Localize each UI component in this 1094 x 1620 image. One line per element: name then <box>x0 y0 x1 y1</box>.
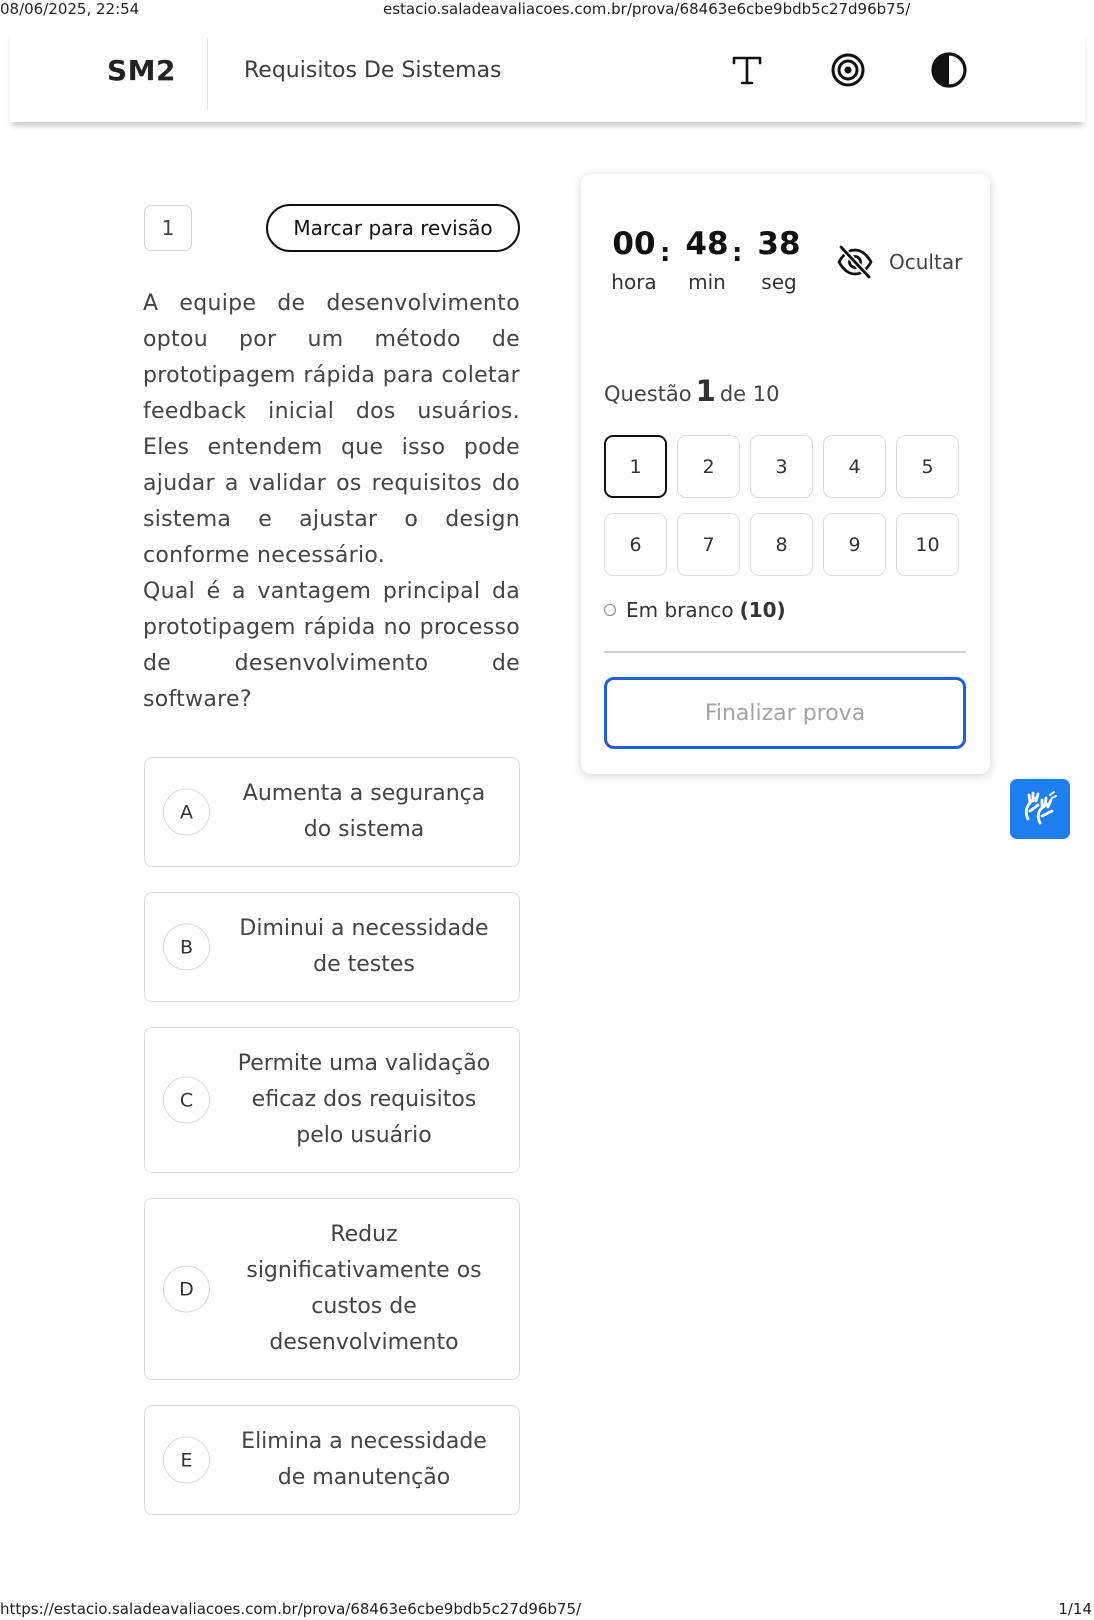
timer-separator: : <box>660 238 671 268</box>
question-nav-button[interactable]: 5 <box>896 435 959 498</box>
timer-seconds-value: 38 <box>757 226 801 262</box>
timer-minutes-label: min <box>688 270 726 294</box>
option-letter: A <box>163 789 210 836</box>
question-nav-button[interactable]: 3 <box>750 435 813 498</box>
timer-seconds <box>749 224 809 294</box>
option-c[interactable] <box>144 1027 520 1173</box>
print-footer <box>0 1600 1094 1620</box>
question-nav-button[interactable]: 10 <box>896 513 959 576</box>
progress-suffix: de 10 <box>719 382 780 406</box>
question-nav-button[interactable]: 9 <box>823 513 886 576</box>
blank-legend-count: (10) <box>739 598 786 622</box>
hide-timer-label: Ocultar <box>889 250 963 274</box>
option-letter: B <box>163 924 210 971</box>
panel-divider <box>604 651 966 653</box>
print-datetime: 08/06/2025, 22:54 <box>0 0 140 18</box>
timer-separator: : <box>732 238 743 268</box>
contrast-icon[interactable] <box>929 50 969 90</box>
question-nav-button[interactable]: 6 <box>604 513 667 576</box>
question-nav-button[interactable]: 8 <box>750 513 813 576</box>
question-statement <box>143 286 520 718</box>
print-page-number: 1/14 <box>1058 1600 1092 1618</box>
blank-legend-label: Em branco <box>626 598 734 622</box>
question-progress <box>604 374 780 408</box>
sign-language-icon[interactable] <box>1010 779 1070 839</box>
blank-legend <box>604 598 786 622</box>
timer-hours <box>604 224 664 294</box>
header-divider <box>207 38 208 110</box>
option-text: Reduz significativamente os custos de desenvolvimento <box>246 1222 482 1355</box>
option-letter: C <box>163 1077 210 1124</box>
option-text: Permite uma validação eficaz dos requisitos pelo usuário <box>237 1051 491 1148</box>
timer-seconds-label: seg <box>761 270 797 294</box>
question-nav-button[interactable]: 1 <box>604 435 667 498</box>
timer-hours-label: hora <box>611 270 657 294</box>
question-nav-button[interactable]: 2 <box>677 435 740 498</box>
question-number-badge: 1 <box>144 205 192 251</box>
print-url: estacio.saladeavaliacoes.com.br/prova/68463e6cbe9bdb5c27d96b75/ <box>383 0 911 18</box>
target-icon[interactable] <box>828 50 868 90</box>
option-letter: E <box>163 1437 210 1484</box>
timer-minutes <box>677 224 737 294</box>
mark-for-review-button[interactable]: Marcar para revisão <box>266 204 520 252</box>
hide-timer-button[interactable] <box>835 241 962 283</box>
font-size-icon[interactable] <box>727 50 767 90</box>
course-title: Requisitos De Sistemas <box>244 58 502 83</box>
timer-minutes-value: 48 <box>685 226 729 262</box>
blank-dot-icon <box>604 604 616 616</box>
print-footer-url: https://estacio.saladeavaliacoes.com.br/prova/68463e6cbe9bdb5c27d96b75/ <box>0 1600 582 1618</box>
progress-prefix: Questão <box>604 382 692 406</box>
app-header <box>10 30 1085 122</box>
question-nav-button[interactable]: 7 <box>677 513 740 576</box>
question-nav-button[interactable]: 4 <box>823 435 886 498</box>
option-a[interactable] <box>144 757 520 867</box>
option-text: Aumenta a segurança do sistema <box>242 781 486 842</box>
timer-hours-value: 00 <box>612 226 656 262</box>
question-paragraph-prompt: Qual é a vantagem principal da prototipagem rápida no processo de desenvolvimento de software? <box>143 579 520 712</box>
print-header <box>0 0 1094 20</box>
timer <box>604 224 804 304</box>
option-letter: D <box>163 1266 210 1313</box>
option-text: Diminui a necessidade de testes <box>239 916 489 977</box>
eye-off-icon <box>835 242 875 282</box>
option-text: Elimina a necessidade de manutenção <box>241 1429 487 1490</box>
progress-current: 1 <box>695 374 716 408</box>
option-e[interactable] <box>144 1405 520 1515</box>
option-d[interactable] <box>144 1198 520 1380</box>
exam-navigation-panel <box>581 174 990 774</box>
option-b[interactable] <box>144 892 520 1002</box>
finish-exam-button[interactable]: Finalizar prova <box>604 677 966 749</box>
question-paragraph-context: A equipe de desenvolvimento optou por um método de prototipagem rápida para coletar feedback inicial dos usuários. Eles entendem que isso pode ajudar a validar os requisitos do sistema e ajustar o design conforme necessário. <box>143 291 520 568</box>
logo[interactable]: SM2 <box>107 54 177 87</box>
